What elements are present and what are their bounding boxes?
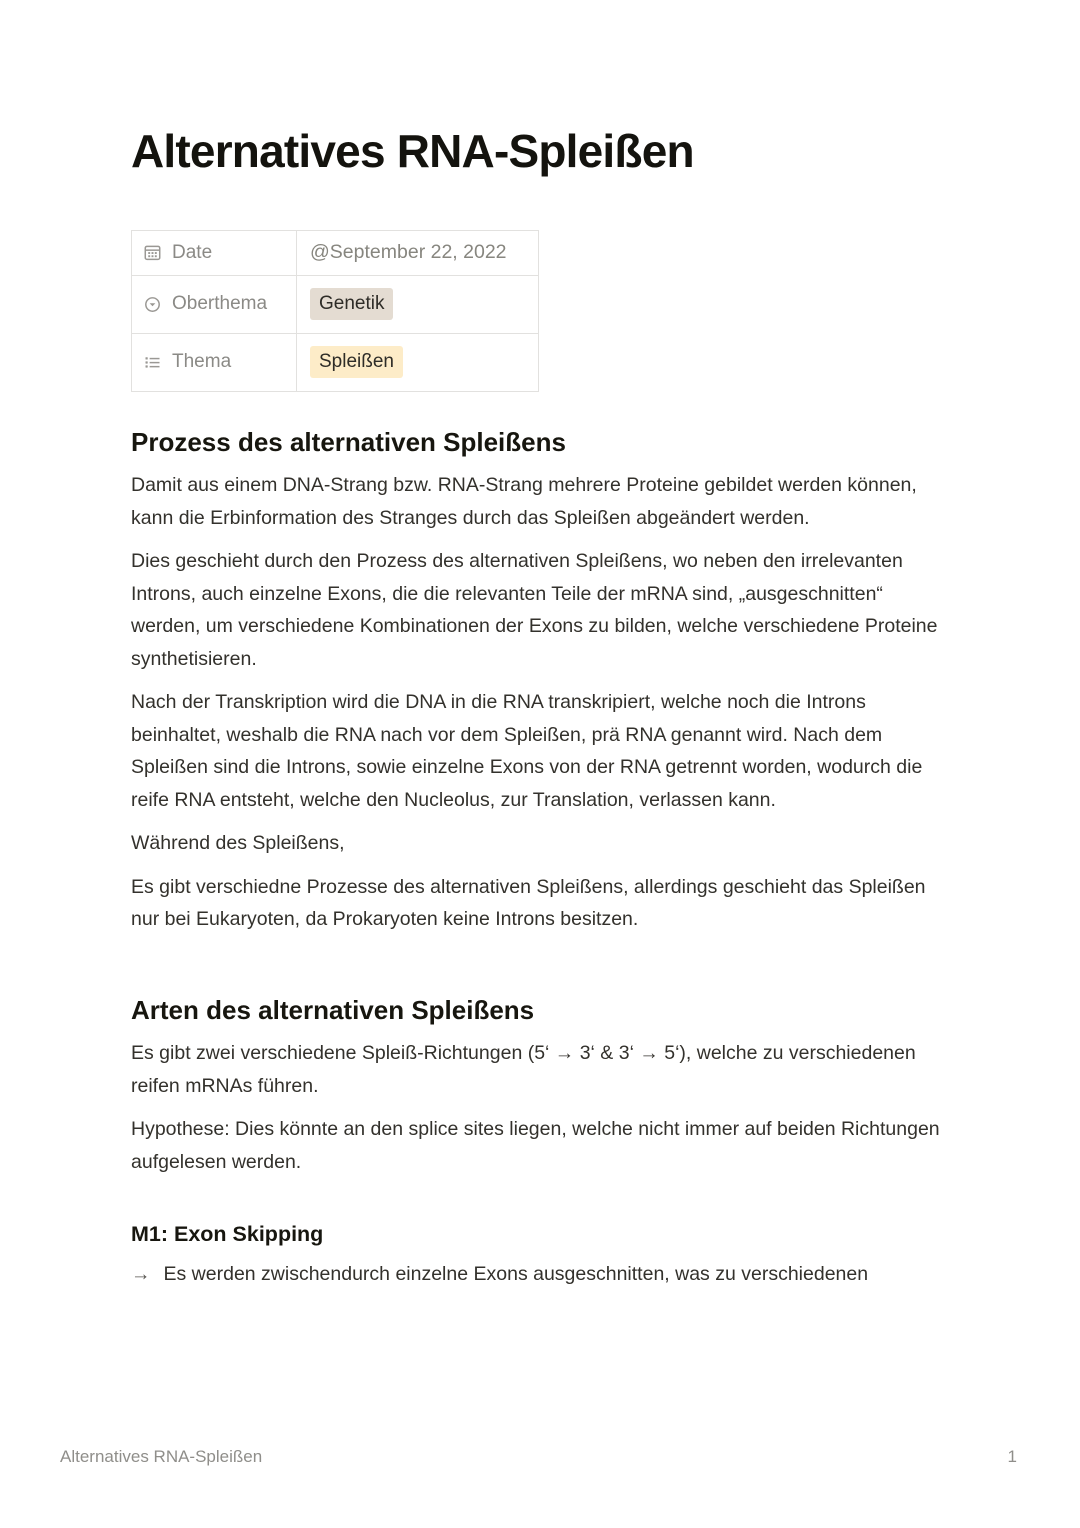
paragraph: Dies geschieht durch den Prozess des alternativen Spleißens, wo neben den irrelevanten Introns, auch einzelne Exons, die die relevanten Teile der mRNA sind, „ausgeschnitten“ werden, um verschiedene Kombinationen der Exons zu bilden, welche verschiedene Proteine synthetisieren. [131,550,938,670]
section-heading-prozess: Prozess des alternativen Spleißens [131,426,566,457]
paragraph: Damit aus einem DNA-Strang bzw. RNA-Strang mehrere Proteine gebildet werden können, kann die Erbinformation des Stranges durch das Spleißen abgeändert werden. [131,474,917,529]
paragraph: Während des Spleißens, [131,832,345,855]
property-label: Thema [172,351,232,373]
select-icon [144,296,161,313]
page-footer [60,1447,1017,1467]
paragraph: Nach der Transkription wird die DNA in die RNA transkripiert, welche noch die Introns beinhaltet, weshalb die RNA nach vor dem Spleißen, prä RNA genannt wird. Nach dem Spleißen sind die Introns, sowie einzelne Exons von der RNA getrennt worden, wodurch die reife RNA entsteht, welche den Nucleolus, zur Translation, verlassen kann. [131,691,923,811]
property-row-oberthema [132,275,539,333]
arrow-paragraph-text: Es werden zwischendurch einzelne Exons ausgeschnitten, was zu verschiedenen [163,1263,869,1286]
arrow-paragraph [131,1258,949,1291]
property-label: Date [172,241,213,263]
property-key-date [132,242,296,264]
date-mention: @September 22, 2022 [310,241,507,264]
footer-page-number: 1 [1007,1447,1017,1466]
sub-heading-exon-skipping: M1: Exon Skipping [131,1222,324,1247]
properties-table [131,230,539,392]
property-label: Oberthema [172,293,268,315]
property-key-oberthema [132,293,296,315]
property-row-date [132,230,539,275]
arrow-right-icon: → [131,1263,151,1286]
paragraph: Hypothese: Dies könnte an den splice sites liegen, welche nicht immer auf beiden Richtungen aufgelesen werden. [131,1118,940,1173]
property-row-thema [132,333,539,391]
paragraph: Es gibt verschiedne Prozesse des alternativen Spleißens, allerdings geschieht das Spleißen nur bei Eukaryoten, da Prokaryoten keine Introns besitzen. [131,875,926,931]
list-icon [144,354,161,371]
page-content [131,0,949,1291]
page-title: Alternatives RNA-Spleißen [131,125,694,177]
section-heading-arten: Arten des alternativen Spleißens [131,994,535,1025]
tag-genetik: Genetik [310,288,393,320]
tag-spleissen: Spleißen [310,346,403,378]
calendar-icon [144,244,161,261]
paragraph: Es gibt zwei verschiedene Spleiß-Richtungen (5‘ → 3‘ & 3‘ → 5‘), welche zu verschiedenen reifen mRNAs führen. [131,1042,916,1097]
property-key-thema [132,351,296,373]
footer-doc-name: Alternatives RNA-Spleißen [60,1447,263,1466]
